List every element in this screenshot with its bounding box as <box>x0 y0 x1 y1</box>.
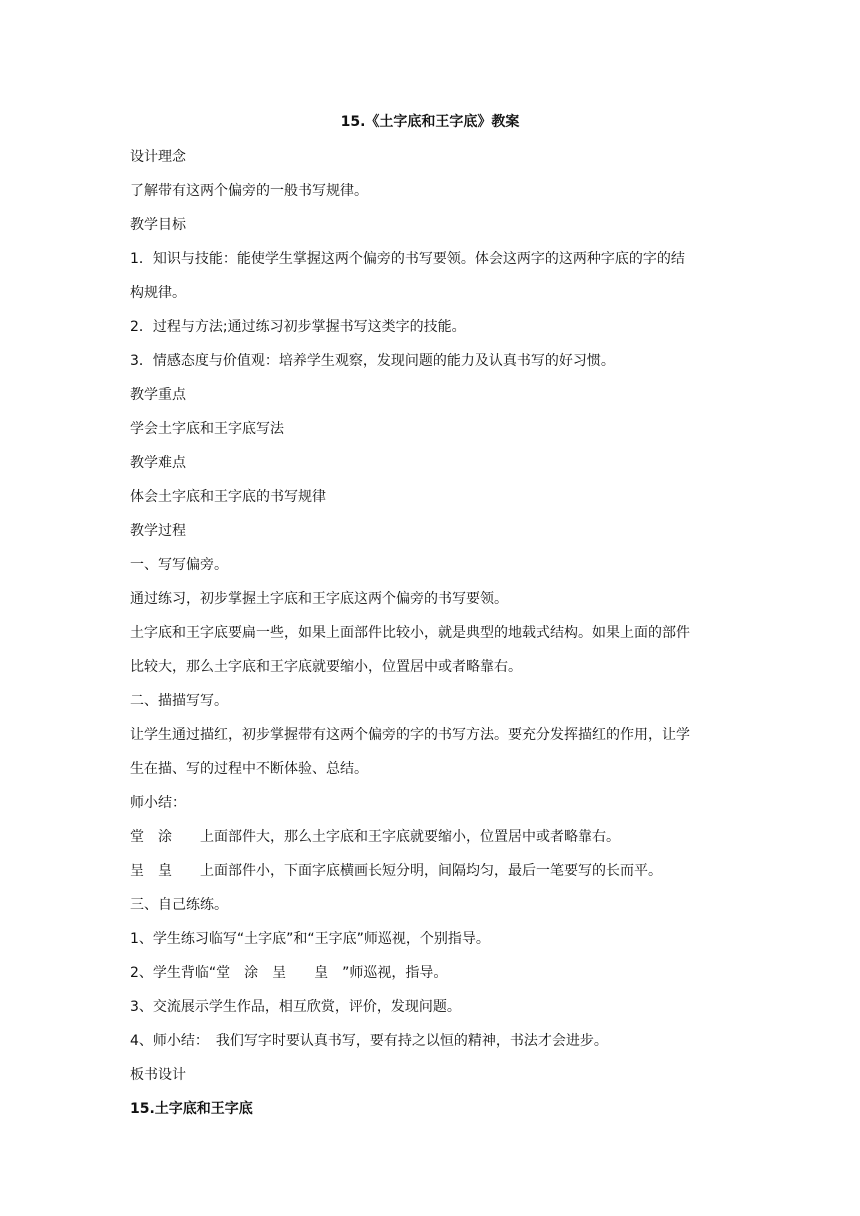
paragraph-continued: 生在描、写的过程中不断体验、总结。 <box>130 761 368 777</box>
heading-teaching-goals: 教学目标 <box>130 217 186 233</box>
board-design-title: 15.土字底和王字底 <box>130 1101 253 1117</box>
heading-teaching-difficulty: 教学难点 <box>130 455 186 471</box>
goal-item-1: 1．知识与技能：能使学生掌握这两个偏旁的书写要领。体会这两字的这两种字底的字的结 <box>130 251 685 267</box>
heading-teaching-focus: 教学重点 <box>130 387 186 403</box>
section-heading-2: 二、描描写写。 <box>130 693 228 709</box>
paragraph: 让学生通过描红，初步掌握带有这两个偏旁的字的书写方法。要充分发挥描红的作用，让学 <box>130 727 690 743</box>
document-title: 15.《土字底和王字底》教案 <box>340 114 520 130</box>
heading-design-concept: 设计理念 <box>130 149 186 165</box>
teacher-summary-label: 师小结： <box>130 795 186 811</box>
summary-item: 堂 涂 上面部件大，那么土字底和王字底就要缩小，位置居中或者略靠右。 <box>130 829 620 845</box>
practice-item-4: 4、师小结： 我们写字时要认真书写，要有持之以恒的精神，书法才会进步。 <box>130 1033 608 1049</box>
paragraph: 体会土字底和王字底的书写规律 <box>130 489 326 505</box>
heading-board-design: 板书设计 <box>130 1067 186 1083</box>
paragraph: 土字底和王字底要扁一些，如果上面部件比较小，就是典型的地载式结构。如果上面的部件 <box>130 625 690 641</box>
summary-item: 呈 皇 上面部件小，下面字底横画长短分明，间隔均匀，最后一笔要写的长而平。 <box>130 863 662 879</box>
heading-teaching-process: 教学过程 <box>130 523 186 539</box>
document-body <box>130 147 740 1133</box>
practice-item-3: 3、交流展示学生作品，相互欣赏，评价，发现问题。 <box>130 999 461 1015</box>
practice-item-2: 2、学生背临“堂 涂 呈 皇 ”师巡视，指导。 <box>130 965 448 981</box>
paragraph: 了解带有这两个偏旁的一般书写规律。 <box>130 183 368 199</box>
goal-item-3: 3．情感态度与价值观：培养学生观察，发现问题的能力及认真书写的好习惯。 <box>130 353 615 369</box>
goal-item-1-continued: 构规律。 <box>130 285 186 301</box>
section-heading-1: 一、写写偏旁。 <box>130 557 228 573</box>
paragraph-continued: 比较大，那么土字底和王字底就要缩小，位置居中或者略靠右。 <box>130 659 522 675</box>
goal-item-2: 2．过程与方法;通过练习初步掌握书写这类字的技能。 <box>130 319 466 335</box>
paragraph: 学会土字底和王字底写法 <box>130 421 284 437</box>
section-heading-3: 三、自己练练。 <box>130 897 228 913</box>
paragraph: 通过练习，初步掌握土字底和王字底这两个偏旁的书写要领。 <box>130 591 508 607</box>
practice-item-1: 1、学生练习临写“土字底”和“王字底”师巡视，个别指导。 <box>130 931 490 947</box>
